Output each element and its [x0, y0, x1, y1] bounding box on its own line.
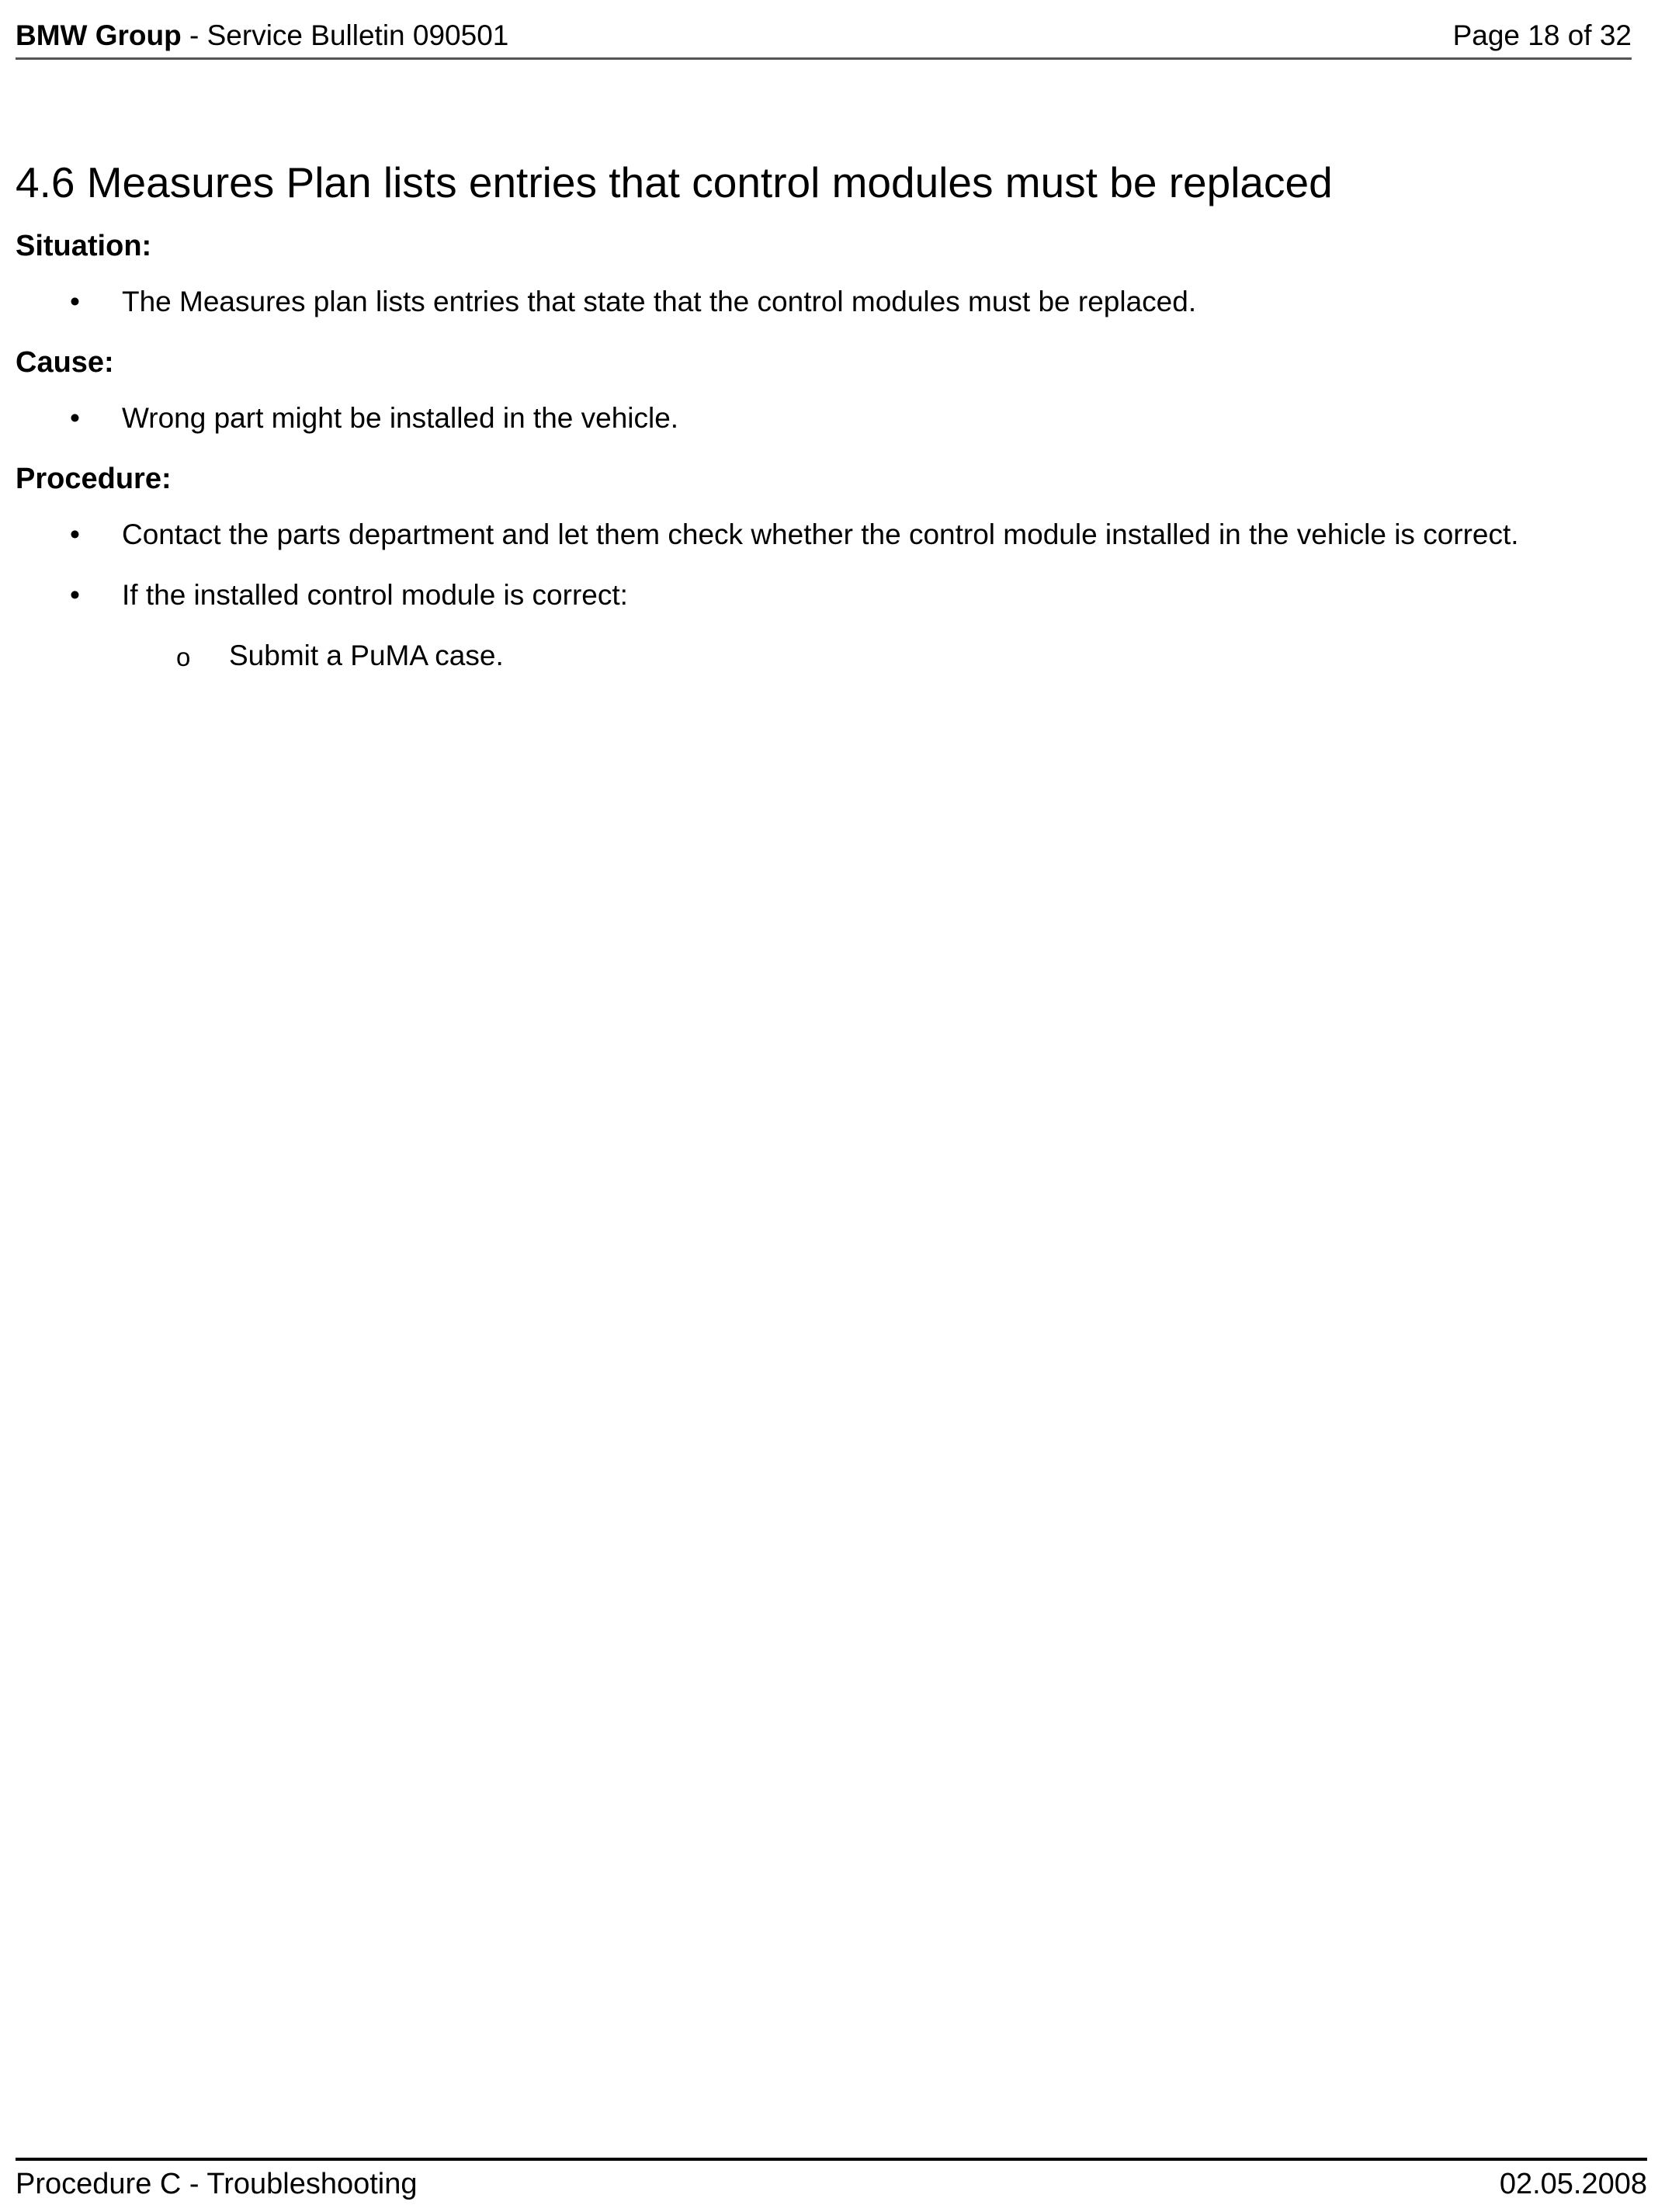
list-item-text: Contact the parts department and let them check whether the control module installed in the vehicle is correct.: [122, 518, 1519, 550]
situation-heading: Situation:: [16, 230, 152, 262]
list-item: [16, 283, 1646, 321]
bullet-marker: •: [70, 286, 80, 317]
footer-procedure-label: Procedure C - Troubleshooting: [16, 2168, 418, 2200]
sub-bullet-marker: o: [176, 643, 191, 671]
cause-heading: Cause:: [16, 346, 114, 379]
list-item-text: The Measures plan lists entries that state that the control modules must be replaced.: [122, 286, 1197, 317]
procedure-list: [16, 515, 1646, 675]
list-item-text: Wrong part might be installed in the vehicle.: [122, 402, 679, 434]
sub-list-item-text: Submit a PuMA case.: [229, 640, 504, 671]
header-bulletin-title: - Service Bulletin 090501: [181, 19, 509, 51]
header-brand: BMW Group: [16, 19, 182, 51]
header-title: [16, 14, 508, 57]
cause-list: [16, 399, 1646, 438]
page-footer: [16, 2158, 1647, 2207]
bullet-marker: •: [70, 402, 80, 434]
list-item: [16, 515, 1646, 554]
list-item: [16, 399, 1646, 438]
document-body: [16, 155, 1646, 697]
procedure-heading: Procedure:: [16, 463, 172, 495]
page-number: Page 18 of 32: [1452, 19, 1632, 51]
list-item-text: If the installed control module is correct:: [122, 579, 628, 611]
sub-list-item: [16, 636, 1646, 675]
footer-date: 02.05.2008: [1499, 2168, 1647, 2200]
bullet-marker: •: [70, 518, 80, 550]
section-title: 4.6 Measures Plan lists entries that control modules must be replaced: [16, 158, 1333, 206]
page-header: [16, 14, 1632, 60]
situation-list: [16, 283, 1646, 321]
list-item: [16, 576, 1646, 615]
bullet-marker: •: [70, 579, 80, 611]
